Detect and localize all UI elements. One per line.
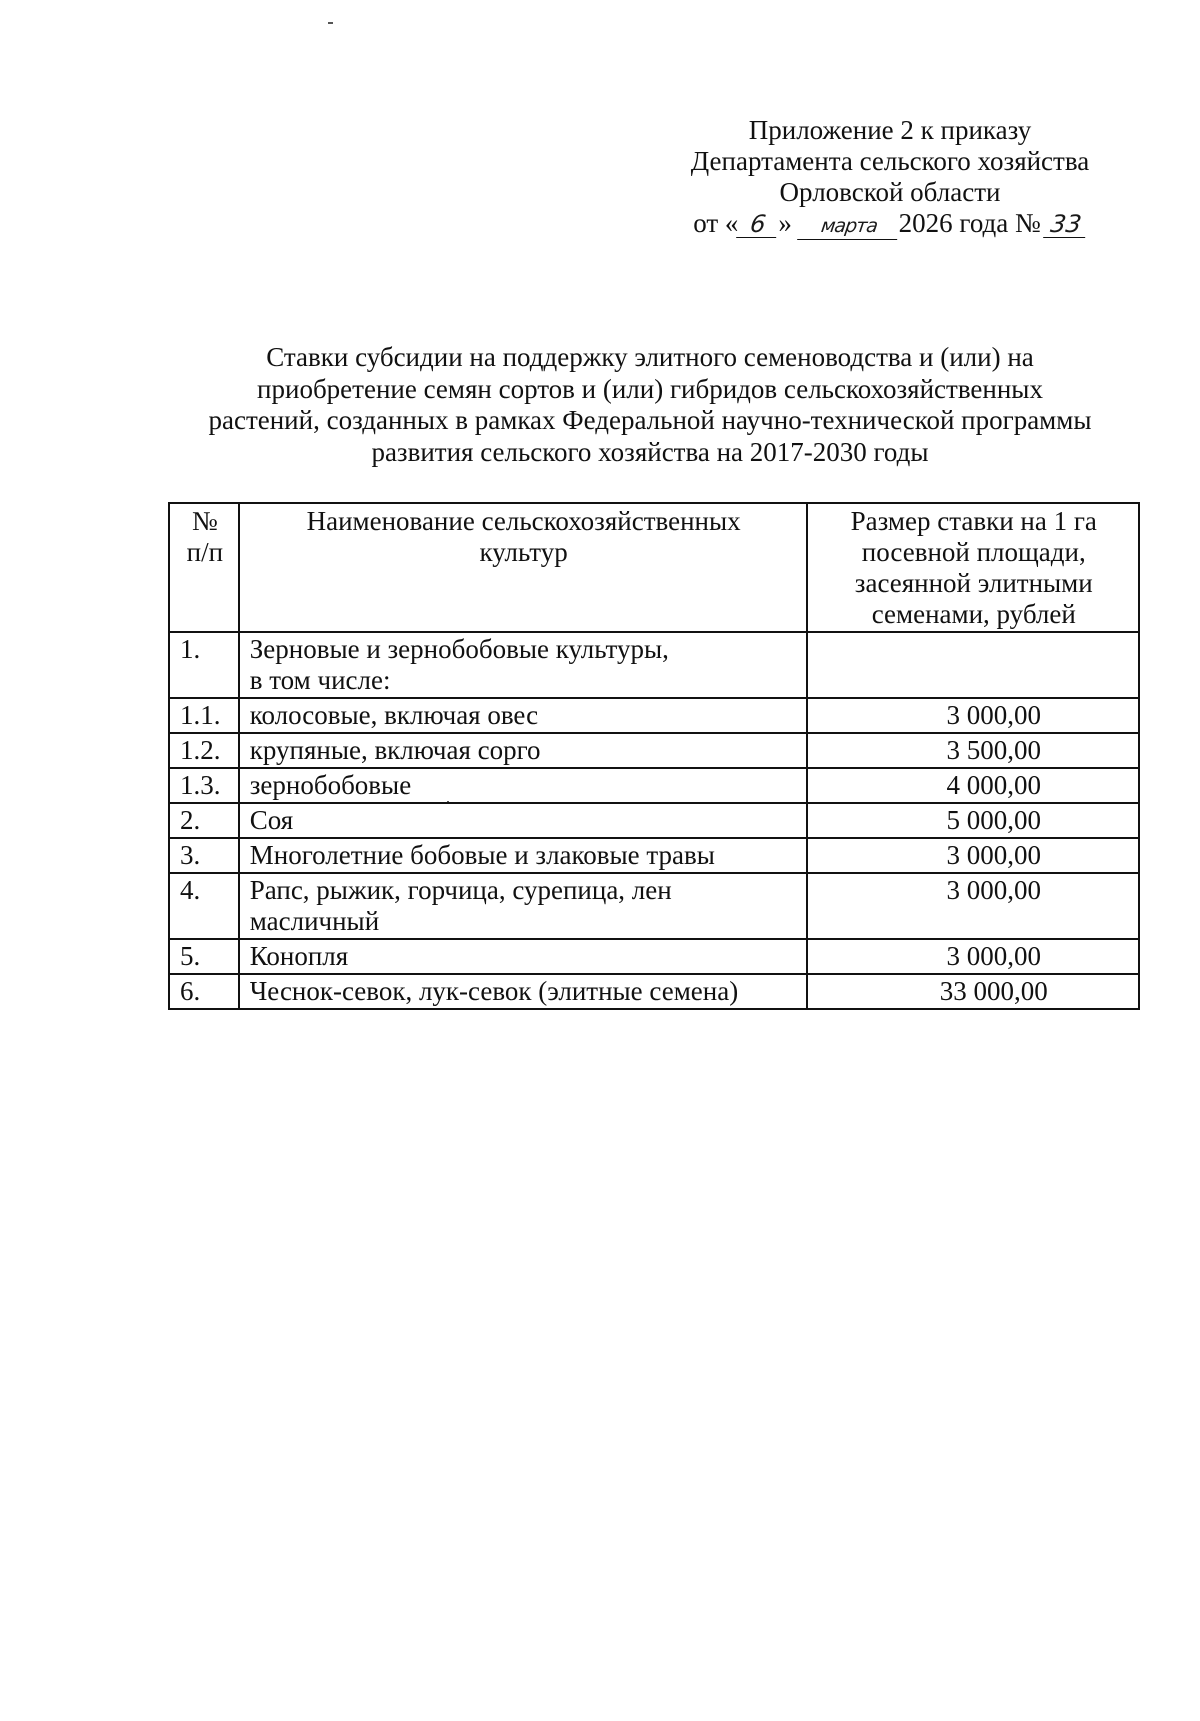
title-line-1: Ставки субсидии на поддержку элитного семеноводства и (или) на [266,342,1034,372]
appendix-line-3: Орловской области [779,177,1001,207]
row-number: 1. [169,632,239,698]
header-number: № п/п [169,503,239,632]
handwritten-month: марта [797,213,901,240]
row-crop-name: Конопля [239,939,807,974]
row-crop-name: крупяные, включая сорго [239,733,807,768]
row-rate: 33 000,00 [807,974,1139,1009]
row-number: 6. [169,974,239,1009]
row-number: 2. [169,803,239,838]
row-rate: 3 500,00 [807,733,1139,768]
row-crop-name: Рапс, рыжик, горчица, сурепица, лен масличный [239,873,807,939]
row-rate [807,632,1139,698]
subsidy-rates-table [168,502,1140,1010]
handwritten-day: 6 [737,211,781,238]
title-line-3: растений, созданных в рамках Федеральной научно-технической программы [208,405,1092,435]
row-rate: 3 000,00 [807,838,1139,873]
row-crop-name: зернобобовые [239,768,807,803]
row-rate: 3 000,00 [807,939,1139,974]
row-number: 1.1. [169,698,239,733]
row-number: 5. [169,939,239,974]
appendix-date-line [640,208,1140,240]
row-crop-name: Многолетние бобовые и злаковые травы [239,838,807,873]
header-rate: Размер ставки на 1 га посевной площади, засеянной элитными семенами, рублей [807,503,1139,632]
year-text: 2026 года № [898,208,1041,238]
table-row [169,768,1139,803]
table-row [169,873,1139,939]
header-crop-name: Наименование сельскохозяйственных культур [239,503,807,632]
title-line-4: развития сельского хозяйства на 2017-2030 годы [371,436,929,467]
row-rate: 5 000,00 [807,803,1139,838]
row-crop-name: колосовые, включая овес [239,698,807,733]
table-row [169,803,1139,838]
appendix-block [640,115,1140,240]
table-row [169,939,1139,974]
row-rate: 4 000,00 [807,768,1139,803]
row-rate: 3 000,00 [807,698,1139,733]
table-header-row [169,503,1139,632]
date-prefix: от « [693,208,739,238]
row-number: 1.3. [169,768,239,803]
row-crop-name: Чеснок-севок, лук-севок (элитные семена) [239,974,807,1009]
row-number: 1.2. [169,733,239,768]
table-row [169,838,1139,873]
table-row [169,974,1139,1009]
date-mid: » [778,208,792,238]
row-crop-name: Соя [239,803,807,838]
row-rate: 3 000,00 [807,873,1139,939]
row-number: 4. [169,873,239,939]
handwritten-order-number: 33 [1043,211,1089,238]
document-title [150,342,1150,468]
table-row [169,698,1139,733]
title-line-2: приобретение семян сортов и (или) гибридов сельскохозяйственных [257,373,1043,404]
appendix-line-1: Приложение 2 к приказу [748,115,1032,145]
row-crop-name: Зерновые и зернобобовые культуры, в том числе: [239,632,807,698]
scan-speck [328,22,333,24]
row-number: 3. [169,838,239,873]
appendix-line-2: Департамента сельского хозяйства [690,146,1090,176]
table-row [169,733,1139,768]
table-row [169,632,1139,698]
